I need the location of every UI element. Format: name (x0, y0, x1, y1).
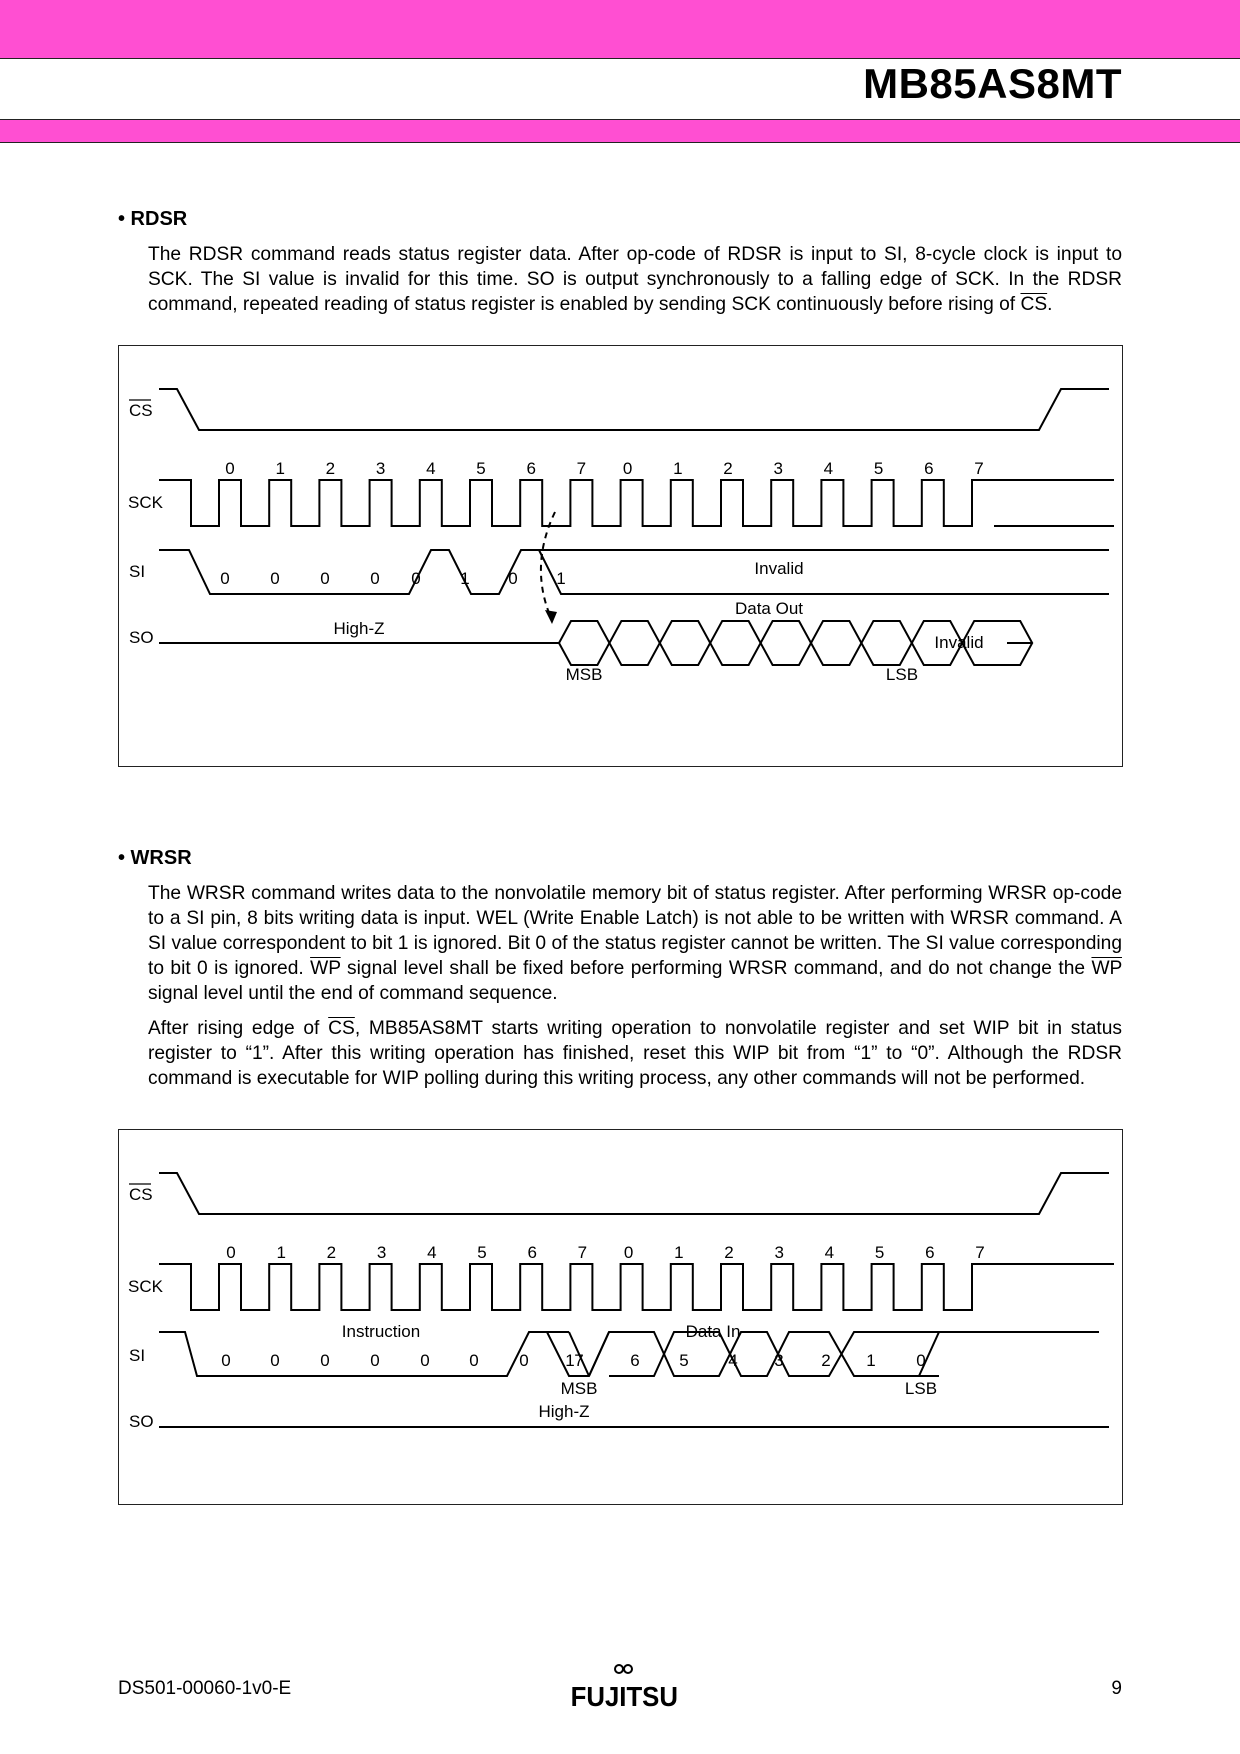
wrsr-timing-svg (119, 1130, 1122, 1504)
clock-number-10: 2 (724, 1243, 734, 1262)
si-data-bit-0: 7 (574, 1351, 584, 1370)
si-instruction-bit-6: 0 (519, 1351, 529, 1370)
so-data-bit-cell-4 (761, 621, 811, 665)
si-instruction-bit-0: 0 (221, 1351, 231, 1370)
rdsr-para-end: . (1047, 294, 1053, 315)
si-waveform-low (159, 550, 1109, 594)
sck-waveform (159, 480, 1114, 526)
so-invalid-label: Invalid (934, 633, 984, 652)
so-lsb-label: LSB (885, 665, 919, 684)
wrsr-paragraph-1 (148, 881, 1122, 1006)
sck-signal-label: SCK (128, 1277, 163, 1296)
clock-number-6: 6 (526, 459, 536, 478)
si-msb-label: MSB (560, 1379, 598, 1398)
rdsr-paragraph (148, 242, 1122, 317)
si-bit-4: 0 (411, 569, 421, 588)
wrsr-heading: • WRSR (118, 847, 192, 869)
clock-number-4: 4 (427, 1243, 437, 1262)
rdsr-para-main: The RDSR command reads status register data. After op-code of RDSR is input to SI, 8-cycle clock is input to SCK. The SI value is invalid for this time. SO is output synchronously to a falling edge of SCK. In the RDSR command, repeated reading of status register is enabled by sending SCK continuously before rising of (148, 244, 1122, 315)
so-data-out-label: Data Out (734, 599, 804, 618)
clock-number-0: 0 (226, 1243, 236, 1262)
clock-number-5: 5 (477, 1243, 487, 1262)
fujitsu-logo (570, 1662, 680, 1712)
clock-number-8: 0 (622, 459, 633, 478)
clock-number-11: 3 (773, 459, 783, 478)
so-highz-label: High-Z (538, 1402, 590, 1421)
si-bit-3: 0 (370, 569, 380, 588)
wrsr-p1-a: The WRSR command writes data to the nonvolatile memory bit of status register. After performing WRSR op-code to a SI pin, 8 bits writing data is input. WEL (Write Enable Latch) is not able to be written with WRSR command. A SI value correspondent to bit 1 is ignored. Bit 0 of the status register cannot be written. The SI value corresponding to bit 0 is ignored. (148, 883, 1122, 979)
clock-number-10: 2 (723, 459, 733, 478)
wrsr-p1-wp2: $\overline{WP}$ (1091, 958, 1122, 979)
so-signal-label: SO (129, 1412, 154, 1431)
svg-text:FUJITSU: FUJITSU (570, 1681, 678, 1712)
header-band-bottom (0, 119, 1240, 143)
sck-waveform (159, 1264, 1114, 1310)
rdsr-timing-svg (119, 346, 1122, 766)
wrsr-paragraph-2 (148, 1016, 1122, 1091)
rdsr-para-cs: $\overline{CS}$ (1020, 294, 1048, 315)
header-band-top (0, 0, 1240, 59)
clock-number-2: 2 (325, 459, 336, 478)
si-bit-2: 0 (320, 569, 330, 588)
so-data-bit-cell-2 (660, 621, 710, 665)
clock-number-14: 6 (925, 1243, 935, 1262)
sck-to-so-arrow (541, 512, 555, 618)
clock-number-12: 4 (823, 459, 834, 478)
clock-number-7: 7 (576, 459, 587, 478)
sck-signal-label: SCK (128, 493, 163, 512)
wrsr-p2-b: , MB85AS8MT starts writing operation to nonvolatile register and set WIP bit in status register to “1”. After this writing operation has finished, reset this WIP bit from “1” to “0”. Although the RDSR command is executable for WIP polling during this writing process, any other commands will not be performed. (148, 1018, 1122, 1089)
clock-number-13: 5 (873, 459, 884, 478)
si-data-bit-5: 2 (821, 1351, 831, 1370)
si-data-bit-4: 3 (774, 1351, 784, 1370)
si-bit-5: 1 (460, 569, 470, 588)
rdsr-heading: • RDSR (118, 208, 188, 230)
clock-number-3: 3 (375, 459, 386, 478)
so-data-bit-cell-6 (861, 621, 911, 665)
clock-number-8: 0 (623, 1243, 634, 1262)
clock-number-4: 4 (426, 459, 436, 478)
cs-waveform (159, 1173, 1109, 1214)
clock-number-1: 1 (276, 1243, 286, 1262)
si-bit-0: 0 (220, 569, 230, 588)
si-data-bit-3: 4 (728, 1351, 738, 1370)
clock-number-13: 5 (874, 1243, 885, 1262)
si-data-bit-1: 6 (630, 1351, 640, 1370)
cs-waveform (159, 389, 1109, 430)
so-signal-label: SO (129, 628, 154, 647)
wrsr-p1-c: signal level until the end of command sequence. (148, 983, 558, 1004)
si-bit7-rise (589, 1332, 609, 1376)
cs-signal-label: CS (129, 1185, 153, 1204)
clock-number-9: 1 (673, 459, 683, 478)
clock-number-7: 7 (577, 1243, 588, 1262)
page-number: 9 (1111, 1678, 1122, 1699)
si-signal-label: SI (129, 1346, 146, 1365)
si-instruction-bit-4: 0 (420, 1351, 430, 1370)
si-waveform-upper (159, 1332, 1099, 1376)
si-bit-1: 0 (270, 569, 280, 588)
si-bit-7: 1 (556, 569, 566, 588)
si-instruction-bit-1: 0 (270, 1351, 280, 1370)
so-data-bit-cell-1 (609, 621, 659, 665)
clock-number-5: 5 (476, 459, 486, 478)
clock-number-9: 1 (674, 1243, 684, 1262)
si-instruction-bit-3: 0 (370, 1351, 380, 1370)
rdsr-timing-diagram (118, 345, 1123, 767)
clock-number-6: 6 (527, 1243, 537, 1262)
wrsr-timing-diagram (118, 1129, 1123, 1505)
clock-number-15: 7 (975, 1243, 985, 1262)
wrsr-p2-a: After rising edge of (148, 1018, 329, 1039)
si-data-lower (609, 1332, 959, 1376)
wrsr-p1-wp1: $\overline{WP}$ (310, 958, 341, 979)
so-data-bit-cell-0 (559, 621, 609, 665)
so-highz-label: High-Z (333, 619, 385, 638)
footer-doc-id: DS501-00060-1v0-E (118, 1678, 292, 1699)
si-instruction-bit-5: 0 (469, 1351, 479, 1370)
clock-number-3: 3 (376, 1243, 387, 1262)
clock-number-0: 0 (225, 459, 235, 478)
clock-number-11: 3 (774, 1243, 784, 1262)
sck-to-so-arrowhead (545, 610, 557, 624)
clock-number-14: 6 (924, 459, 934, 478)
wrsr-p2-cs: $\overline{CS}$ (328, 1018, 355, 1039)
si-data-bit-6: 1 (866, 1351, 876, 1370)
si-instruction-bit-7: 1 (565, 1351, 575, 1370)
so-data-bit-cell-5 (811, 621, 861, 665)
clock-number-1: 1 (275, 459, 285, 478)
clock-number-15: 7 (974, 459, 984, 478)
document-title: MB85AS8MT (863, 60, 1122, 107)
clock-number-2: 2 (326, 1243, 337, 1262)
si-invalid-label: Invalid (754, 559, 804, 578)
so-msb-label: MSB (565, 665, 603, 684)
si-bit-6: 0 (508, 569, 518, 588)
si-data-in-label: Data In (685, 1322, 741, 1341)
si-data-bit-7: 0 (916, 1351, 926, 1370)
si-signal-label: SI (129, 562, 146, 581)
si-instruction-label: Instruction (341, 1322, 421, 1341)
si-lsb-label: LSB (904, 1379, 938, 1398)
si-instruction-bit-2: 0 (320, 1351, 330, 1370)
clock-number-12: 4 (824, 1243, 835, 1262)
cs-signal-label: CS (129, 401, 153, 420)
so-data-bit-cell-3 (710, 621, 760, 665)
wrsr-p1-b: signal level shall be fixed before performing WRSR command, and do not change the (340, 958, 1092, 979)
si-data-bit-2: 5 (679, 1351, 689, 1370)
